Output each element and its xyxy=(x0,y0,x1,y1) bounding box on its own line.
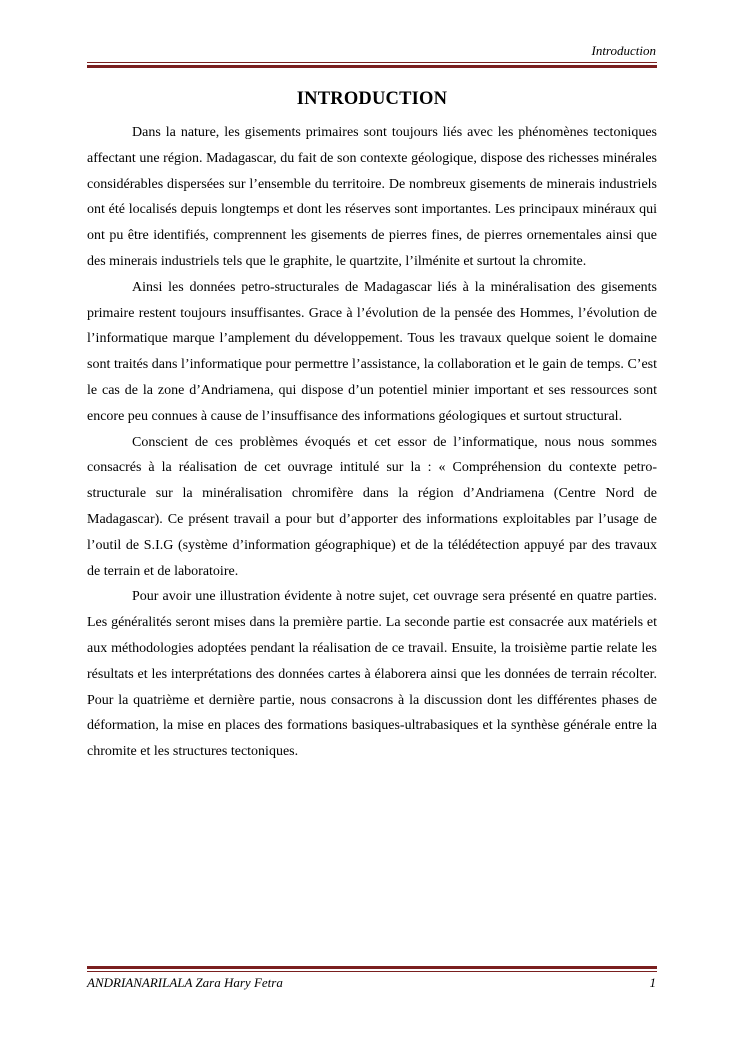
body-text xyxy=(87,120,657,765)
running-header: Introduction xyxy=(591,43,656,58)
paragraph-3: Conscient de ces problèmes évoqués et cet essor de l’informatique, nous nous sommes consacrés à la réalisation de cet ouvrage intitulé sur la : « Compréhension du contexte petro-structurale sur la minéralisation chromifère dans la région d’Andriamena (Centre Nord de Madagascar). Ce présent travail a pour but d’apporter des informations exploitables par l’usage de l’outil de S.I.G (système d’information géographique) et de la télédétection appuyé par des travaux de terrain et de laboratoire. xyxy=(87,434,657,579)
paragraph-1: Dans la nature, les gisements primaires sont toujours liés avec les phénomènes tectoniques affectant une région. Madagascar, du fait de son contexte géologique, dispose des richesses minérales considérables dispersées sur l’ensemble du territoire. De nombreux gisements de minerais industriels ont été localisés depuis longtemps et dont les réserves sont importantes. Les principaux minéraux qui ont pu être identifiés, comprennent les gisements de pierres fines, de pierres ornementales ainsi que des minerais industriels tels que le graphite, le quartzite, l’ilménite et surtout la chromite. xyxy=(87,125,657,269)
paragraph-2: Ainsi les données petro-structurales de Madagascar liés à la minéralisation des gisements primaire restent toujours insuffisantes. Grace à l’évolution de la pensée des Hommes, l’évolution de l’informatique marque l’amplement du développement. Tous les travaux quelque soient le domaine sont traités dans l’informatique pour permettre l’assistance, la collaboration et le gain de temps. C’est le cas de la zone d’Andriamena, qui dispose d’un potentiel minier important et ses ressources sont encore peu connues à cause de l’insuffisance des informations géologiques et surtout structural. xyxy=(87,279,657,424)
page-title: INTRODUCTION xyxy=(296,89,448,109)
paragraph-4: Pour avoir une illustration évidente à notre sujet, cet ouvrage sera présenté en quatre parties. Les généralités seront mises dans la première partie. La seconde partie est consacrée aux matériels et aux méthodologies adoptées pendant la réalisation de ce travail. Ensuite, la troisième partie relate les résultats et les interprétations des données cartes à élaborera ainsi que les données de terrain récolter. Pour la quatrième et dernière partie, nous consacrons à la discussion dont les différentes phases de déformation, la mise en places des formations basiques-ultrabasiques et la synthèse générale entre la chromite et les structures tectoniques. xyxy=(87,589,657,760)
page-number: 1 xyxy=(649,975,656,990)
footer-author: ANDRIANARILALA Zara Hary Fetra xyxy=(87,975,283,990)
footer-rule-thin xyxy=(87,971,657,972)
header-rule-thick xyxy=(87,65,657,68)
footer-rule-thick xyxy=(87,966,657,969)
header-rule-thin xyxy=(87,62,657,63)
